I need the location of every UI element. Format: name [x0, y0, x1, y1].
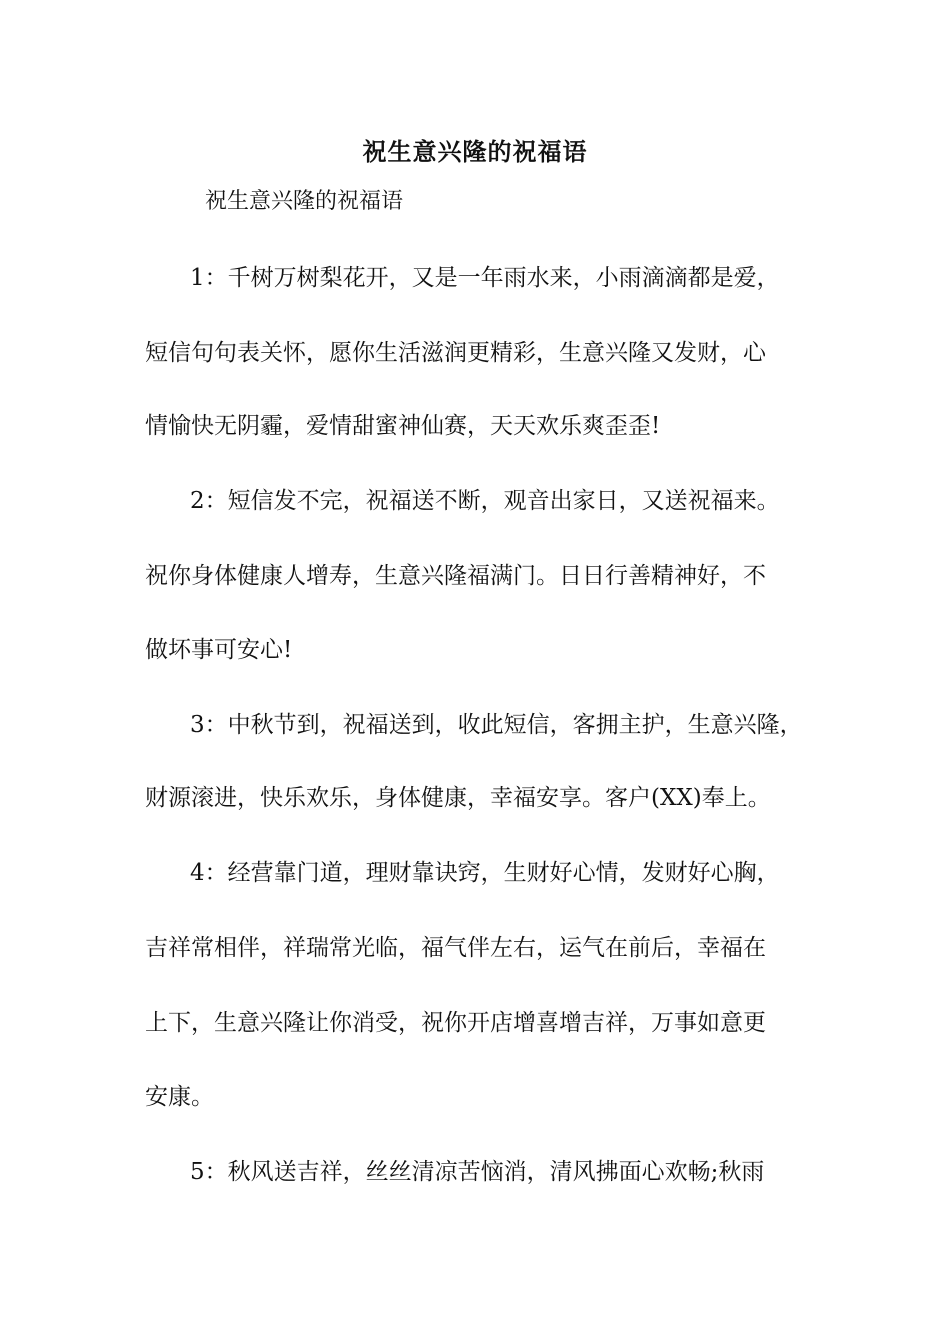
text-line: 上下，生意兴隆让你消受，祝你开店增喜增吉祥，万事如意更 — [145, 1010, 766, 1036]
text-line: 短信句句表关怀，愿你生活滋润更精彩，生意兴隆又发财，心 — [145, 340, 766, 366]
text-line: 5：秋风送吉祥，丝丝清凉苦恼消，清风拂面心欢畅;秋雨 — [190, 1159, 765, 1185]
text-line: 财源滚进，快乐欢乐，身体健康，幸福安享。客户(XX)奉上。 — [145, 785, 771, 811]
text-line: 2：短信发不完，祝福送不断，观音出家日，又送祝福来。 — [190, 488, 780, 514]
text-line: 1：千树万树梨花开，又是一年雨水来，小雨滴滴都是爱， — [190, 265, 780, 291]
document-subtitle: 祝生意兴隆的祝福语 — [205, 189, 404, 214]
text-line: 吉祥常相伴，祥瑞常光临，福气伴左右，运气在前后，幸福在 — [145, 935, 766, 961]
text-line: 3：中秋节到，祝福送到，收此短信，客拥主护，生意兴隆， — [190, 712, 803, 738]
text-line: 4：经营靠门道，理财靠诀窍，生财好心情，发财好心胸， — [190, 860, 780, 886]
text-line: 做坏事可安心! — [145, 637, 293, 663]
text-line: 安康。 — [145, 1084, 214, 1110]
text-line: 祝你身体健康人增寿，生意兴隆福满门。日日行善精神好，不 — [145, 563, 766, 589]
document-title: 祝生意兴隆的祝福语 — [362, 137, 588, 166]
text-line: 情愉快无阴霾，爱情甜蜜神仙赛，天天欢乐爽歪歪! — [145, 413, 661, 439]
